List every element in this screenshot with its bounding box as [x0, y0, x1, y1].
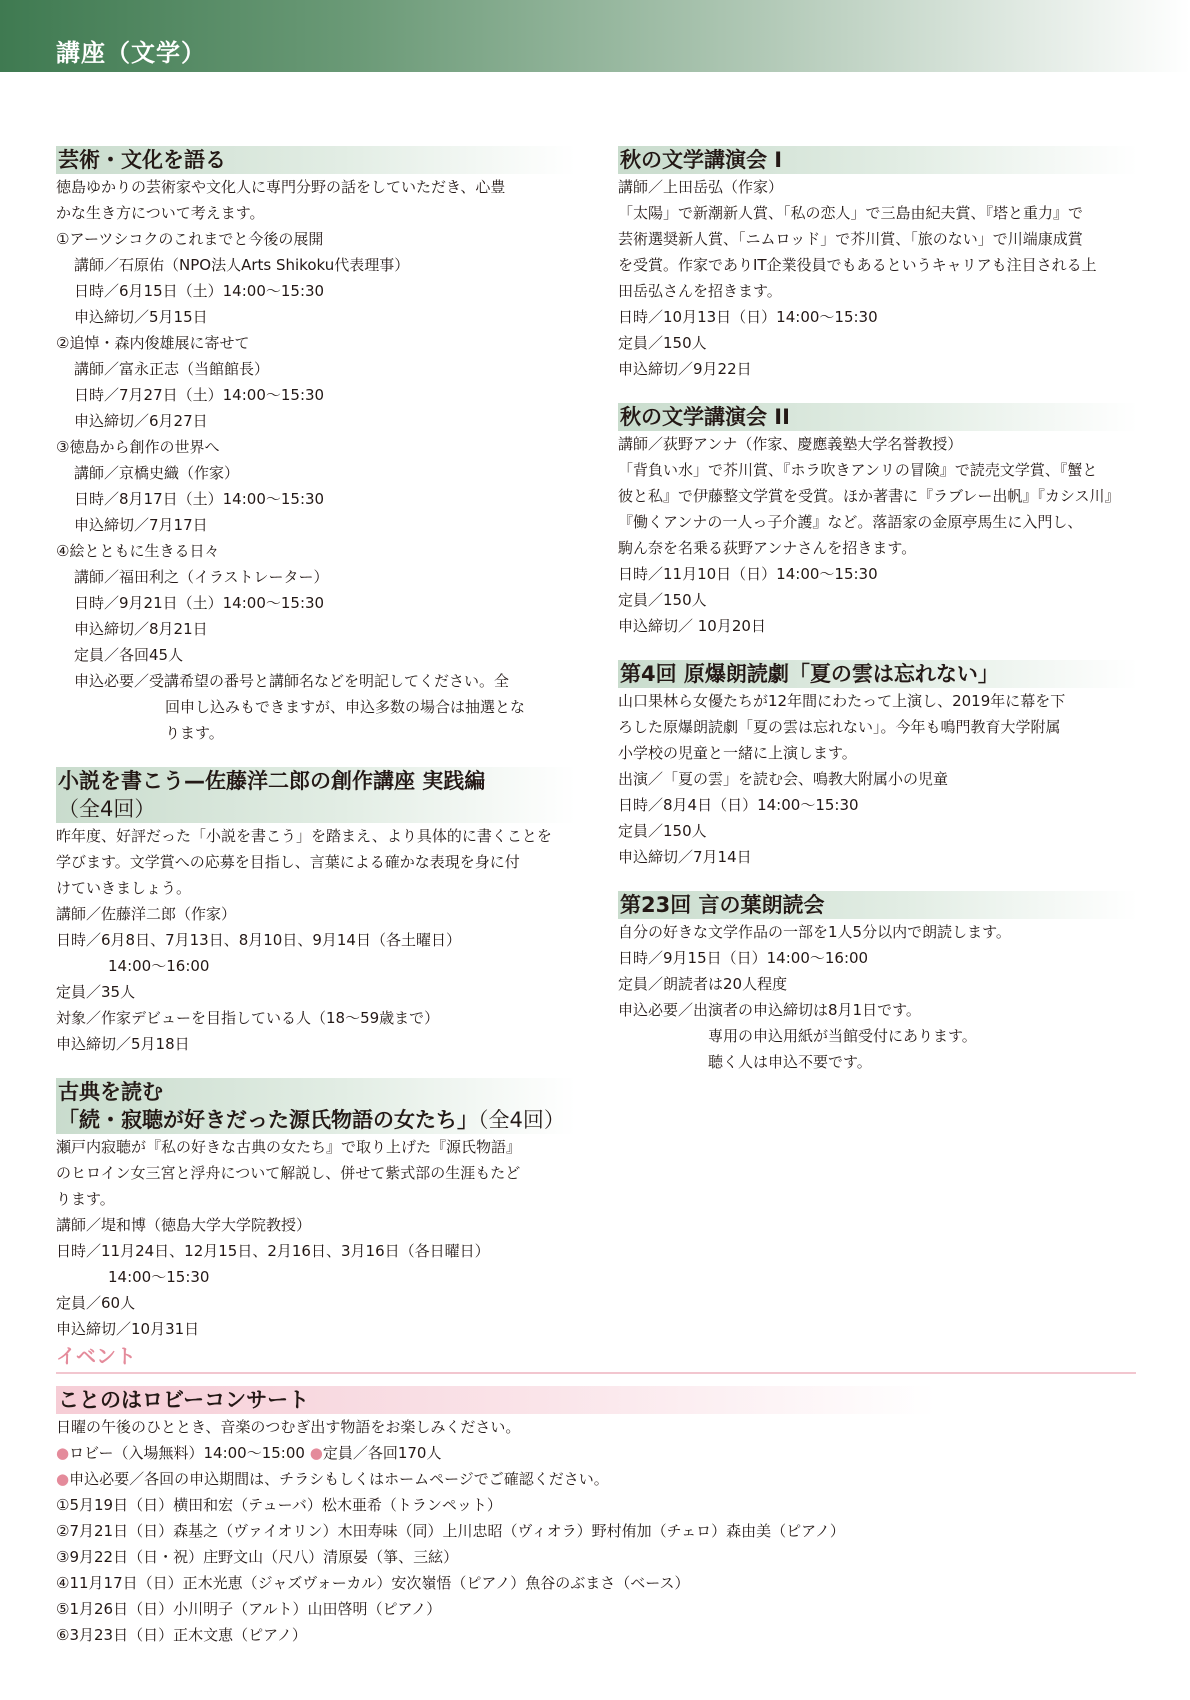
item-deadline: 申込締切／7月17日 [74, 516, 208, 534]
capacity: 定員／60人 [56, 1294, 136, 1312]
capacity: 定員／各回45人 [74, 646, 184, 664]
description-line: 田岳弘さんを招きます。 [618, 282, 782, 300]
deadline: 申込締切／10月31日 [56, 1320, 200, 1338]
lecturer: 講師／堤和博（徳島大学大学院教授） [56, 1216, 312, 1234]
application-note: ります。 [165, 724, 224, 742]
description-line: 学びます。文学賞への応募を目指し、言葉による確かな表現を身に付 [56, 853, 520, 871]
venue-info: ロビー（入場無料）14:00〜15:00 [69, 1444, 305, 1462]
item-lecturer: 講師／京橋史織（作家） [74, 464, 240, 482]
section-title: 秋の文学講演会 II [618, 403, 1138, 431]
section-atomic-bomb-reading [618, 660, 1138, 870]
section-title-main: 小説を書こう—佐藤洋二郎の創作講座 実践編 [58, 769, 486, 793]
description-line: 自分の好きな文学作品の一部を1人5分以内で朗読します。 [618, 923, 1011, 941]
item-heading: ②追悼・森内俊雄展に寄せて [56, 334, 250, 352]
description-line: 芸術選奨新人賞、「ニムロッド」で芥川賞、「旅のない」で川端康成賞 [618, 230, 1083, 248]
section-title: ことのはロビーコンサート [56, 1386, 936, 1414]
capacity: 定員／35人 [56, 983, 136, 1001]
capacity-info: 定員／各回170人 [322, 1444, 442, 1462]
capacity: 定員／朗読者は20人程度 [618, 975, 788, 993]
description-line: 「背負い水」で芥川賞、『ホラ吹きアンリの冒険』で読売文学賞、『蟹と [618, 461, 1098, 479]
description-line: かな生き方について考えます。 [56, 204, 265, 222]
target: 対象／作家デビューを目指している人（18〜59歳まで） [56, 1009, 440, 1027]
capacity: 定員／150人 [618, 822, 707, 840]
section-autumn-lecture-2 [618, 403, 1138, 639]
description-line: けていきましょう。 [56, 879, 192, 897]
bullet-icon: ● [56, 1444, 70, 1462]
cast: 出演／「夏の雲」を読む会、鳴教大附属小の児童 [618, 770, 949, 788]
section-title-line2: 「続・寂聴が好きだった源氏物語の女たち」 [58, 1108, 478, 1132]
item-deadline: 申込締切／5月15日 [74, 308, 208, 326]
page-title: 講座（文学） [56, 39, 206, 67]
application-note: 申込必要／出演者の申込締切は8月1日です。 [618, 1001, 921, 1019]
deadline: 申込締切／5月18日 [56, 1035, 190, 1053]
item-deadline: 申込締切／8月21日 [74, 620, 208, 638]
concert-item: ①5月19日（日）横田和宏（テューバ）松木亜希（トランペット） [56, 1496, 502, 1514]
section-title: 第4回 原爆朗読劇「夏の雲は忘れない」 [618, 660, 1138, 688]
concert-item: ⑥3月23日（日）正木文恵（ピアノ） [56, 1626, 307, 1644]
section-title-line1: 古典を読む [58, 1080, 163, 1104]
section-kotonoha-reading [618, 891, 1138, 1075]
date: 日時／9月15日（日）14:00〜16:00 [618, 949, 869, 967]
description-line: 徳島ゆかりの芸術家や文化人に専門分野の話をしていただき、心豊 [56, 178, 506, 196]
section-title: 第23回 言の葉朗読会 [618, 891, 1138, 919]
item-heading: ③徳島から創作の世界へ [56, 438, 220, 456]
description-line: 小学校の児童と一緒に上演します。 [618, 744, 857, 762]
description-line: 駒ん奈を名乗る荻野アンナさんを招きます。 [618, 539, 917, 557]
capacity: 定員／150人 [618, 591, 707, 609]
item-lecturer: 講師／福田利之（イラストレーター） [74, 568, 329, 586]
description-line: 「太陽」で新潮新人賞、「私の恋人」で三島由紀夫賞、『塔と重力』で [618, 204, 1084, 222]
item-heading: ①アーツシコクのこれまでと今後の展開 [56, 230, 324, 248]
concert-item: ③9月22日（日・祝）庄野文山（尺八）清原晏（箏、三絃） [56, 1548, 459, 1566]
description-line: 彼と私』で伊藤整文学賞を受賞。ほか著書に『ラブレー出帆』『カシス川』 [618, 487, 1120, 505]
capacity: 定員／150人 [618, 334, 707, 352]
section-title-suffix: （全4回） [58, 797, 156, 821]
header-bar [0, 0, 1190, 72]
time: 14:00〜15:30 [108, 1268, 210, 1286]
application-note: 申込必要／受講希望の番号と講師名などを明記してください。全 [74, 672, 510, 690]
section-classics [56, 1078, 576, 1342]
item-date: 日時／8月17日（土）14:00〜15:30 [74, 490, 325, 508]
description-line: 『働くアンナの一人っ子介護』など。落語家の金原亭馬生に入門し、 [618, 513, 1083, 531]
bullet-icon: ● [56, 1470, 70, 1488]
section-title [56, 1078, 576, 1134]
application-note: 回申し込みもできますが、申込多数の場合は抽選とな [165, 698, 526, 716]
description-line: 日曜の午後のひととき、音楽のつむぎ出す物語をお楽しみください。 [56, 1418, 521, 1436]
description-line: 瀬戸内寂聴が『私の好きな古典の女たち』で取り上げた『源氏物語』 [56, 1138, 522, 1156]
deadline: 申込締切／7月14日 [618, 848, 752, 866]
item-date: 日時／7月27日（土）14:00〜15:30 [74, 386, 325, 404]
description-line: 昨年度、好評だった「小説を書こう」を踏まえ、より具体的に書くことを [56, 827, 552, 845]
description-line: ります。 [56, 1190, 115, 1208]
description-line: を受賞。作家でありIT企業役員でもあるというキャリアも注目される上 [618, 256, 1097, 274]
section-title-suffix: （全4回） [478, 1108, 565, 1132]
section-novel-writing [56, 767, 576, 1057]
item-deadline: 申込締切／6月27日 [74, 412, 208, 430]
concert-item: ④11月17日（日）正木光恵（ジャズヴォーカル）安次嶺悟（ピアノ）魚谷のぶまさ（ベース） [56, 1574, 690, 1592]
item-date: 日時／6月15日（土）14:00〜15:30 [74, 282, 325, 300]
info-line [56, 1466, 1136, 1492]
right-column [618, 146, 1138, 1096]
item-date: 日時／9月21日（土）14:00〜15:30 [74, 594, 325, 612]
date: 日時／6月8日、7月13日、8月10日、9月14日（各土曜日） [56, 931, 461, 949]
item-heading: ④絵とともに生きる日々 [56, 542, 220, 560]
info-line [56, 1440, 1136, 1466]
section-title [56, 767, 576, 823]
application-note: 専用の申込用紙が当館受付にあります。 [708, 1027, 977, 1045]
concert-item: ⑤1月26日（日）小川明子（アルト）山田啓明（ピアノ） [56, 1600, 442, 1618]
date: 日時／11月24日、12月15日、2月16日、3月16日（各日曜日） [56, 1242, 490, 1260]
application-note: 聴く人は申込不要です。 [708, 1053, 872, 1071]
date: 日時／10月13日（日）14:00〜15:30 [618, 308, 878, 326]
events-label: イベント [56, 1342, 1136, 1374]
lecturer: 講師／佐藤洋二郎（作家） [56, 905, 237, 923]
description-line: 山口果林ら女優たちが12年間にわたって上演し、2019年に幕を下 [618, 692, 1066, 710]
section-art-culture [56, 146, 576, 746]
deadline: 申込締切／9月22日 [618, 360, 752, 378]
time: 14:00〜16:00 [108, 957, 210, 975]
description-line: ろした原爆朗読劇「夏の雲は忘れない」。今年も鳴門教育大学附属 [618, 718, 1061, 736]
lecturer: 講師／上田岳弘（作家） [618, 178, 784, 196]
application-info: 申込必要／各回の申込期間は、チラシもしくはホームページでご確認ください。 [69, 1470, 609, 1488]
deadline: 申込締切／ 10月20日 [618, 617, 766, 635]
description-line: のヒロイン女三宮と浮舟について解説し、併せて紫式部の生涯もたど [56, 1164, 521, 1182]
left-column [56, 146, 576, 1363]
item-lecturer: 講師／石原佑（NPO法人Arts Shikoku代表理事） [74, 256, 410, 274]
bullet-icon: ● [309, 1444, 323, 1462]
date: 日時／11月10日（日）14:00〜15:30 [618, 565, 878, 583]
section-title: 秋の文学講演会 I [618, 146, 1138, 174]
item-lecturer: 講師／富永正志（当館館長） [74, 360, 270, 378]
date: 日時／8月4日（日）14:00〜15:30 [618, 796, 859, 814]
lecturer: 講師／荻野アンナ（作家、慶應義塾大学名誉教授） [618, 435, 963, 453]
section-title: 芸術・文化を語る [56, 146, 576, 174]
concert-item: ②7月21日（日）森基之（ヴァイオリン）木田寿味（同）上川忠昭（ヴィオラ）野村侑加（チェロ）森由美（ピアノ） [56, 1522, 845, 1540]
events-section [56, 1342, 1136, 1648]
section-autumn-lecture-1 [618, 146, 1138, 382]
